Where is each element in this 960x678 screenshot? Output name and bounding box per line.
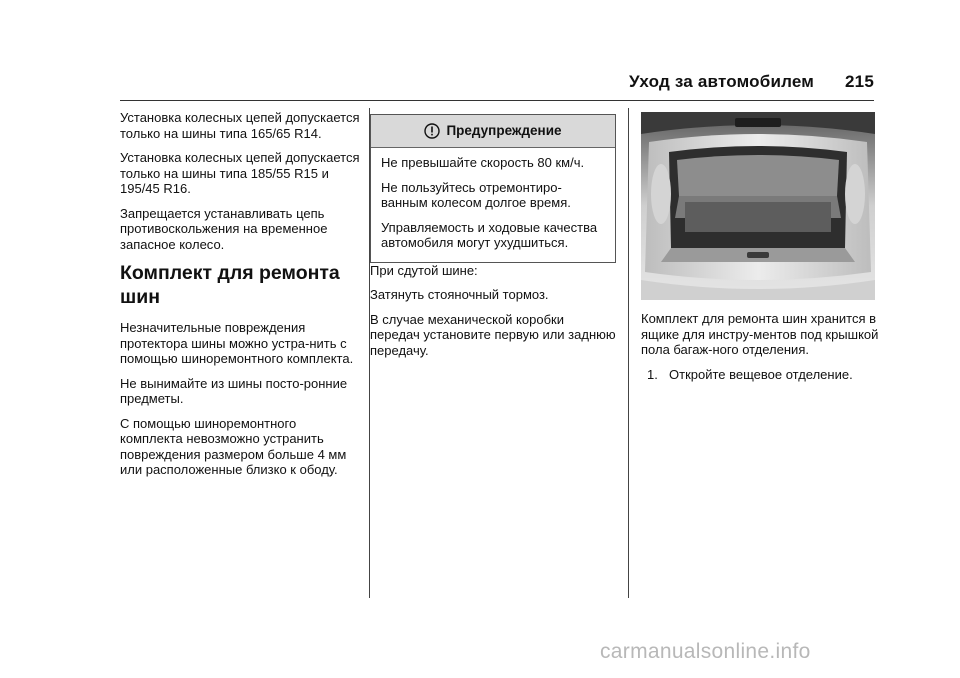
paragraph: В случае механической коробки передач установите первую или заднюю передачу.: [370, 311, 616, 358]
header-rule: [120, 100, 874, 101]
watermark: carmanualsonline.info: [600, 640, 811, 663]
paragraph: С помощью шиноремонтного комплекта невозможно устранить повреждения размером больше 4 мм или расположенные близко к ободу.: [120, 415, 347, 477]
warning-text: Не превышайте скорость 80 км/ч.: [381, 155, 585, 170]
warning-body: [371, 148, 615, 262]
section-heading: Комплект для ремонта шин: [120, 262, 340, 308]
paragraph: Не вынимайте из шины посто-ронние предметы.: [120, 375, 348, 406]
warning-text: Не пользуйтесь отремонтиро-ванным колесом долгое время.: [381, 179, 571, 210]
paragraph: Запрещается устанавливать цепь противоскольжения на временное запасное колесо.: [120, 205, 328, 252]
paragraph: Комплект для ремонта шин хранится в ящике для инстру-ментов под крышкой пола багаж-ного отделения.: [641, 311, 879, 357]
paragraph: Установка колесных цепей допускается только на шины типа 165/65 R14.: [120, 110, 360, 141]
column-2: [370, 110, 616, 367]
paragraph: Незначительные повреждения протектора шины можно устра-нить с помощью шиноремонтного комплекта.: [120, 320, 354, 366]
warning-header: [371, 115, 615, 148]
warning-text: Управляемость и ходовые качества автомобиля могут ухудшиться.: [381, 219, 598, 250]
list-item: [647, 367, 881, 383]
warning-title: Предупреждение: [446, 123, 562, 139]
paragraph: Затянуть стояночный тормоз.: [370, 287, 549, 302]
trunk-photo: [641, 112, 875, 300]
section-title: Уход за автомобилем: [629, 72, 815, 91]
paragraph: Установка колесных цепей допускается только на шины типа 185/55 R15 и 195/45 R16.: [120, 150, 360, 196]
column-3: [641, 110, 881, 382]
warning-box: [370, 114, 616, 263]
column-divider-2: [628, 108, 629, 598]
column-1: [120, 110, 360, 487]
page-number: 215: [845, 72, 874, 91]
step-text: Откройте вещевое отделение.: [669, 366, 853, 382]
page-header: [629, 72, 874, 92]
warning-icon: [424, 123, 440, 139]
step-number: 1.: [647, 366, 658, 382]
paragraph: При сдутой шине:: [370, 262, 478, 278]
